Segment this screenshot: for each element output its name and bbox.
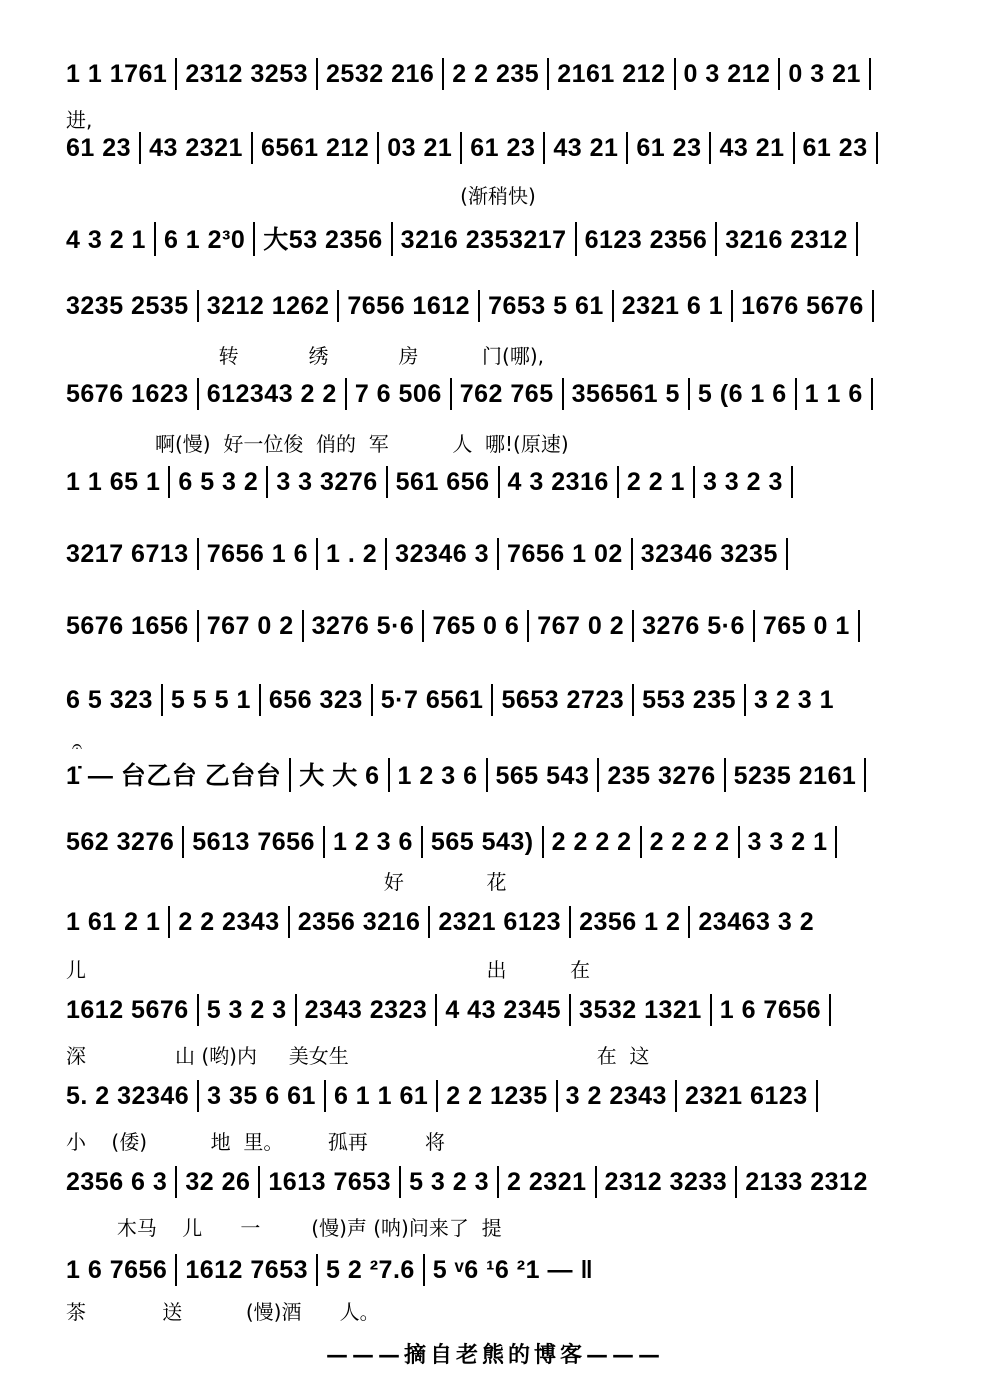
- barline: [422, 610, 424, 642]
- measure: 565 543: [495, 762, 590, 790]
- measure: 6 5 323: [66, 685, 153, 714]
- lyric-row-14: 小 (倭) 地 里。 孤再 将: [66, 1130, 446, 1154]
- measure: 0 3 212: [683, 59, 771, 88]
- barline: [175, 58, 177, 90]
- barline: [872, 290, 874, 322]
- measure: 767 0 2: [537, 611, 625, 640]
- measures: [66, 468, 801, 496]
- measure: 4 3 2316: [507, 467, 609, 496]
- score-row-5: [66, 378, 932, 412]
- measure: 5 5 5 1: [170, 685, 251, 714]
- measure: 3 3 2 1: [747, 827, 828, 856]
- measure: 3235 2535: [66, 291, 189, 320]
- measures: [66, 60, 879, 88]
- measure: 43 21: [719, 133, 785, 162]
- barline: [542, 826, 544, 858]
- measure: 5 2 ²7.6: [326, 1255, 415, 1284]
- barline: [295, 994, 297, 1026]
- score-row-15: [66, 1166, 932, 1200]
- measures: [66, 1256, 593, 1284]
- barline: [450, 378, 452, 410]
- measure: 2161 212: [557, 59, 666, 88]
- barline: [738, 826, 740, 858]
- barline: [324, 1080, 326, 1112]
- barline: [856, 222, 858, 256]
- barline: [497, 538, 499, 570]
- measure: 2 2 2 2: [551, 827, 632, 856]
- source-credit: ———摘自老熊的博客———: [325, 1342, 664, 1368]
- barline: [175, 1254, 177, 1286]
- measure: 32 26: [185, 1167, 251, 1196]
- measure: 6561 212: [260, 133, 370, 162]
- measure: 612343 2 2: [206, 379, 337, 408]
- measure: 61 23: [470, 133, 536, 162]
- measures: [66, 908, 814, 936]
- barline: [569, 994, 571, 1026]
- measure: 356561 5: [571, 379, 680, 408]
- measure: 3216 2353217: [400, 226, 567, 254]
- barline: [253, 222, 255, 256]
- measures: [66, 134, 886, 162]
- barline: [486, 758, 488, 792]
- measure: 7653 5 61: [488, 291, 604, 320]
- barline: [869, 58, 871, 90]
- barline: [688, 906, 690, 938]
- barline: [631, 538, 633, 570]
- measure: 656 323: [268, 685, 363, 714]
- barline: [478, 290, 480, 322]
- measure: 565 543): [430, 827, 534, 856]
- barline: [302, 610, 304, 642]
- score-row-16: [66, 1254, 932, 1288]
- measure: 1̇ — 台乙台 乙台台: [66, 762, 282, 790]
- measure: 3276 5·6: [642, 611, 745, 640]
- barline: [595, 1166, 597, 1198]
- measure: 765 0 1: [762, 611, 850, 640]
- barline: [693, 466, 695, 498]
- measure: 3276 5·6: [311, 611, 415, 640]
- lyric-row-4: 转 绣 房 门(哪),: [66, 344, 544, 368]
- barline: [388, 758, 390, 792]
- barline: [753, 610, 755, 642]
- measure: 2321 6 1: [621, 291, 724, 320]
- barline: [377, 132, 379, 164]
- measure: 5 ᵛ6 ¹6 ²1 — ‖: [432, 1255, 594, 1284]
- barline: [795, 378, 797, 410]
- barline: [617, 466, 619, 498]
- barline: [139, 132, 141, 164]
- barline: [640, 826, 642, 858]
- barline: [556, 1080, 558, 1112]
- measure: 553 235: [642, 685, 737, 714]
- measures: [66, 1168, 868, 1196]
- barline: [632, 684, 634, 716]
- measure: 43 2321: [149, 133, 243, 162]
- measure: 3216 2312: [725, 226, 848, 254]
- barline: [709, 132, 711, 164]
- lyric-row-5: 啊(慢) 好一位俊 俏的 军 人 哪!(原速): [66, 432, 569, 456]
- score-row-4: [66, 290, 932, 324]
- measure: 5235 2161: [733, 762, 857, 790]
- measure: 0 3 21: [788, 59, 861, 88]
- barline: [428, 906, 430, 938]
- score-row-3: [66, 220, 932, 258]
- measure: 7656 1612: [347, 291, 471, 320]
- measure: 61 23: [66, 133, 132, 162]
- barline: [197, 538, 199, 570]
- barline: [423, 1254, 425, 1286]
- measure: 2356 6 3: [66, 1167, 168, 1196]
- barline: [288, 906, 290, 938]
- measure: 6123 2356: [584, 226, 708, 254]
- measure: 7 6 506: [354, 379, 442, 408]
- barline: [688, 378, 690, 410]
- lyric-row-12: 儿 出 在: [66, 958, 591, 982]
- barline: [498, 466, 500, 498]
- measure: 2 2 235: [452, 59, 540, 88]
- barline: [876, 132, 878, 164]
- score-row-7: [66, 538, 932, 572]
- lyric-row-13: 深 山 (哟)内 美女生 在 这: [66, 1044, 650, 1068]
- measure: 2321 6123: [438, 907, 562, 936]
- barline: [543, 132, 545, 164]
- barline: [421, 826, 423, 858]
- measure: 32346 3235: [640, 539, 778, 568]
- measure: 3 35 6 61: [207, 1081, 316, 1110]
- barline: [337, 290, 339, 322]
- barline: [731, 290, 733, 322]
- measure: 5676 1656: [66, 611, 189, 640]
- lyric-row-15: 木马 儿 一 (慢)声 (呐)问来了 提: [66, 1216, 502, 1240]
- barline: [744, 684, 746, 716]
- barline: [527, 610, 529, 642]
- measure: 5. 2 32346: [66, 1081, 190, 1110]
- barline: [816, 1080, 818, 1112]
- barline: [182, 826, 184, 858]
- measures: [66, 292, 882, 320]
- measures: [66, 380, 881, 408]
- measure: 6 1 1 61: [333, 1081, 429, 1110]
- measure: 561 656: [395, 467, 490, 496]
- measure: 2312 3253: [185, 59, 309, 88]
- measure: 7656 1 6: [206, 539, 309, 568]
- measure: 5613 7656: [192, 827, 315, 856]
- barline: [715, 222, 717, 256]
- barline: [497, 1166, 499, 1198]
- barline: [251, 132, 253, 164]
- score-row-2: [66, 132, 932, 166]
- measure: 2312 3233: [604, 1167, 728, 1196]
- barline: [386, 466, 388, 498]
- barline: [266, 466, 268, 498]
- barline: [724, 758, 726, 792]
- barline: [197, 610, 199, 642]
- fermata-icon: 𝄐: [72, 736, 83, 756]
- measure: 2321 6123: [684, 1081, 808, 1110]
- barline: [289, 758, 291, 792]
- score-row-14: [66, 1080, 932, 1114]
- barline: [460, 132, 462, 164]
- measure: 1612 5676: [66, 995, 189, 1024]
- barline: [575, 222, 577, 256]
- barline: [786, 538, 788, 570]
- barline: [491, 684, 493, 716]
- measure: 4 43 2345: [445, 995, 562, 1024]
- barline: [597, 758, 599, 792]
- barline: [791, 466, 793, 498]
- score-row-13: [66, 994, 932, 1028]
- barline: [371, 684, 373, 716]
- measure: 61 23: [802, 133, 868, 162]
- barline: [612, 290, 614, 322]
- barline: [871, 378, 873, 410]
- barline: [175, 1166, 177, 1198]
- measures: [66, 686, 834, 714]
- measure: 1 1 6: [804, 379, 863, 408]
- barline: [168, 466, 170, 498]
- barline: [316, 538, 318, 570]
- barline: [442, 58, 444, 90]
- measure: 2 2321: [507, 1167, 587, 1196]
- measure: 1676 5676: [741, 291, 864, 320]
- barline: [778, 58, 780, 90]
- barline: [436, 1080, 438, 1112]
- barline: [835, 826, 837, 858]
- measure: 3 2 2343: [565, 1081, 667, 1110]
- score-row-10: [66, 756, 932, 794]
- barline: [569, 906, 571, 938]
- measure: 03 21: [387, 133, 453, 162]
- barline: [710, 994, 712, 1026]
- barline: [154, 222, 156, 256]
- measure: 767 0 2: [206, 611, 294, 640]
- measures: [66, 612, 868, 640]
- score-row-9: [66, 684, 932, 718]
- barline: [793, 132, 795, 164]
- barline: [562, 378, 564, 410]
- measure: 61 23: [636, 133, 702, 162]
- barline: [197, 994, 199, 1026]
- barline: [316, 58, 318, 90]
- measure: 32346 3: [395, 539, 490, 568]
- barline: [435, 994, 437, 1026]
- measure: 1 61 2 1: [66, 907, 161, 936]
- barline: [385, 538, 387, 570]
- measure: 5653 2723: [501, 685, 625, 714]
- measure: 5676 1623: [66, 379, 189, 408]
- measure: 1 . 2: [326, 539, 378, 568]
- measure: 3532 1321: [579, 995, 702, 1024]
- barline: [197, 378, 199, 410]
- measure: 6 5 3 2: [178, 467, 259, 496]
- measure: 3 3 2 3: [702, 467, 783, 496]
- score-row-1: [66, 58, 932, 92]
- measure: 1 1 1761: [66, 59, 168, 88]
- score-row-12: [66, 906, 932, 940]
- barline: [161, 684, 163, 716]
- measure: 3 3 3276: [276, 467, 378, 496]
- measure: 23463 3 2: [698, 907, 815, 936]
- barline: [197, 1080, 199, 1112]
- measure: 大 大 6: [299, 762, 380, 790]
- measures: [66, 226, 866, 254]
- measure: 1 6 7656: [66, 1255, 168, 1284]
- measure: 762 765: [459, 379, 554, 408]
- measures: [66, 540, 796, 568]
- lyric-row-1: 进,: [66, 108, 93, 132]
- measure: 6 1 2³0: [163, 226, 246, 254]
- barline: [258, 1166, 260, 1198]
- measure: 3212 1262: [206, 291, 330, 320]
- barline: [345, 378, 347, 410]
- barline: [316, 1254, 318, 1286]
- barline: [399, 1166, 401, 1198]
- measure: 2133 2312: [745, 1167, 868, 1196]
- measure: 5 3 2 3: [206, 995, 287, 1024]
- measure: 2 2 1235: [446, 1081, 548, 1110]
- score-row-11: [66, 826, 932, 860]
- barline: [675, 1080, 677, 1112]
- barline: [858, 610, 860, 642]
- measure: 562 3276: [66, 827, 175, 856]
- barline: [829, 994, 831, 1026]
- lyric-row-11: 好 花: [66, 870, 507, 894]
- measure: 7656 1 02: [507, 539, 623, 568]
- lyric-row-16: 茶 送 (慢)酒 人。: [66, 1300, 380, 1324]
- measure: 2356 3216: [297, 907, 421, 936]
- barline: [674, 58, 676, 90]
- measure: 5 3 2 3: [409, 1167, 490, 1196]
- measure: 5·7 6561: [380, 685, 484, 714]
- measure: 1612 7653: [185, 1255, 309, 1284]
- barline: [547, 58, 549, 90]
- measures: [66, 1082, 826, 1110]
- measure: 1 1 65 1: [66, 467, 161, 496]
- measure: 2343 2323: [304, 995, 428, 1024]
- lyric-row-2: (渐稍快): [66, 184, 536, 208]
- measures: [66, 762, 874, 790]
- measure: 2 2 1: [626, 467, 685, 496]
- measure: 5 (6 1 6: [697, 379, 787, 408]
- barline: [735, 1166, 737, 1198]
- barline: [626, 132, 628, 164]
- measures: [66, 828, 845, 856]
- measure: 43 21: [553, 133, 619, 162]
- measure: 3 2 3 1: [754, 685, 834, 714]
- measure: 4 3 2 1: [66, 226, 146, 254]
- measure: 2 2 2 2: [649, 827, 730, 856]
- measures: [66, 996, 839, 1024]
- measure: 765 0 6: [432, 611, 520, 640]
- score-row-6: [66, 466, 932, 500]
- measure: 1 2 3 6: [332, 827, 413, 856]
- barline: [391, 222, 393, 256]
- measure: 235 3276: [607, 762, 716, 790]
- measure: 1 2 3 6: [397, 762, 478, 790]
- measure: 1 6 7656: [719, 995, 822, 1024]
- measure: 大53 2356: [263, 226, 383, 254]
- measure: 2 2 2343: [178, 907, 280, 936]
- barline: [197, 290, 199, 322]
- measure: 2532 216: [326, 59, 435, 88]
- barline: [259, 684, 261, 716]
- barline: [323, 826, 325, 858]
- score-row-8: [66, 610, 932, 644]
- measure: 1613 7653: [268, 1167, 392, 1196]
- barline: [632, 610, 634, 642]
- measure: 2356 1 2: [579, 907, 681, 936]
- barline: [168, 906, 170, 938]
- measure: 3217 6713: [66, 539, 189, 568]
- barline: [864, 758, 866, 792]
